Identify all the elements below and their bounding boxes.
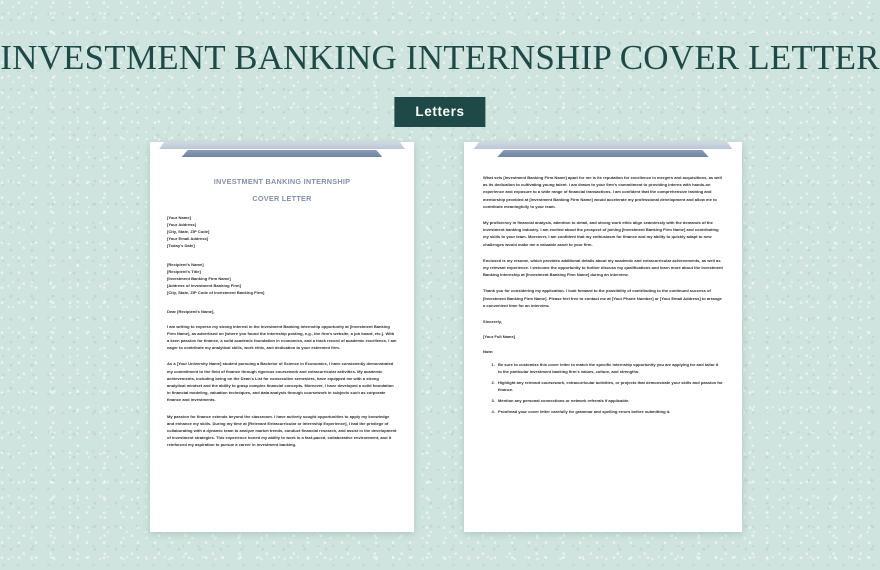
recipient-address-block bbox=[167, 262, 397, 297]
sender-line: [Your Name] bbox=[167, 215, 191, 221]
recipient-line: [Recipient's Title] bbox=[167, 268, 201, 274]
decoration-bar-light bbox=[474, 142, 733, 149]
document-heading bbox=[167, 178, 397, 203]
recipient-line: [Recipient's Name] bbox=[167, 261, 204, 267]
body-paragraph: What sets [Investment Banking Firm Name] apart for me is its reputation for excellence in mergers and acquisitions, as well as its dedication to cultivating young talent. I am drawn to your firm's commitment to providing interns with hands-on experience and exposure to a wide range of financial transactions. I am confident that the comprehensive training and mentorship provided at [Investment Banking Firm Name] would accelerate my professional development and allow me to contribute meaningfully to your team. bbox=[483, 175, 722, 209]
note-list bbox=[483, 361, 723, 415]
sender-line: [City, State, ZIP Code] bbox=[167, 228, 210, 234]
body-paragraph: I am writing to express my strong interest in the Investment Banking Internship opportunity at [Investment Banking Firm Name], as advertised on [where you found the internship posting, e.g., the firm's website, a job board, etc.]. With a keen passion for finance, a solid academic foundation in economics, and a track record of academic excellence, I am eager to contribute my analytical skills, work ethic, and dedication to your esteemed firm. bbox=[167, 323, 397, 351]
note-list-item: 2. Highlight any relevant coursework, extracurricular activities, or projects that demonstrate your skills and passion for finance. bbox=[496, 379, 723, 393]
body-paragraph: Thank you for considering my application. I look forward to the possibility of contributing to the continued success of [Investment Banking Firm Name]. Please feel free to contact me at [Your Phone Number] or [Your Email Address] to arrange a convenient time for an interview. bbox=[483, 288, 722, 308]
recipient-line: [Address of Investment Banking Firm] bbox=[167, 282, 242, 288]
note-heading: Note: bbox=[483, 349, 494, 355]
recipient-line: [Investment Banking Firm Name] bbox=[167, 275, 231, 281]
document-heading-line-1: INVESTMENT BANKING INTERNSHIP bbox=[213, 177, 351, 186]
sender-line: [Your Address] bbox=[167, 221, 197, 227]
sender-address-block bbox=[167, 215, 397, 250]
decoration-bar-dark bbox=[182, 150, 383, 157]
body-paragraph: My passion for finance extends beyond the classroom. I have actively sought opportunities to apply my knowledge and enhance my skills. During my time at [Relevant Extracurricular or Internship Experience], I had the privilege of collaborating with a dynamic team to analyze market trends, conduct financial research, and assist in the development of investment strategies. This experience honed my ability to work in a fast-paced, collaborative environment, and it reinforced my aspiration to pursue a career in investment banking. bbox=[167, 413, 397, 448]
body-paragraph: Enclosed is my resume, which provides additional details about my academic and extracurricular achievements, as well as my relevant experience. I welcome the opportunity to further discuss my qualifications and learn more about the Investment Banking Internship at [Investment Banking Firm Name] during an interview. bbox=[483, 257, 723, 278]
category-badge-letters[interactable]: Letters bbox=[394, 97, 485, 127]
signature-name: [Your Full Name] bbox=[483, 334, 516, 340]
document-heading-line-2: COVER LETTER bbox=[252, 194, 312, 204]
note-list-item: 1. Be sure to customize this cover letter to match the specific internship opportunity you are applying for and tailor it to the particular investment banking firm's values, culture, and strengths. bbox=[496, 361, 723, 375]
recipient-line: [City, State, ZIP Code of Investment Banking Firm] bbox=[167, 289, 265, 295]
document-page-one[interactable] bbox=[150, 142, 414, 532]
note-list-item: 4. Proofread your cover letter carefully for grammar and spelling errors before submitting it. bbox=[496, 408, 723, 415]
document-page-two[interactable] bbox=[464, 142, 742, 532]
sender-line: [Today's Date] bbox=[167, 242, 195, 248]
header-decoration bbox=[464, 142, 742, 161]
decoration-bar-dark bbox=[497, 150, 708, 157]
note-list-item: 3. Mention any personal connections or network referrals if applicable. bbox=[496, 397, 723, 404]
header-decoration bbox=[150, 142, 414, 161]
salutation: Dear [Recipient's Name], bbox=[167, 308, 215, 314]
body-paragraph: As a [Your University Name] student pursuing a Bachelor of Science in Economics, I have consistently demonstrated my commitment to the field of finance through rigorous coursework and extracurricular activities. My academic achievements, including being on the Dean's List for consecutive semesters, have equipped me with a strong analytical mindset and the ability to grasp complex financial concepts. Moreover, I have developed a solid foundation in financial modeling, valuation techniques, and data analysis through coursework in subjects such as corporate finance and investments. bbox=[167, 361, 394, 403]
page-title: INVESTMENT BANKING INTERNSHIP COVER LETTER bbox=[0, 38, 880, 77]
body-paragraph: My proficiency in financial analysis, attention to detail, and strong work ethic align seamlessly with the demands of the investment banking industry. I am excited about the prospect of joining [Investment Banking Firm Name] and contributing my skills to your team. Moreover, I am confident that my enthusiasm for finance and my ability to quickly adapt to new challenges would make me a valuable asset to your firm. bbox=[483, 220, 719, 247]
closing-salutation: Sincerely, bbox=[483, 319, 502, 325]
decoration-bar-light bbox=[159, 142, 405, 149]
sender-line: [Your Email Address] bbox=[167, 235, 209, 241]
